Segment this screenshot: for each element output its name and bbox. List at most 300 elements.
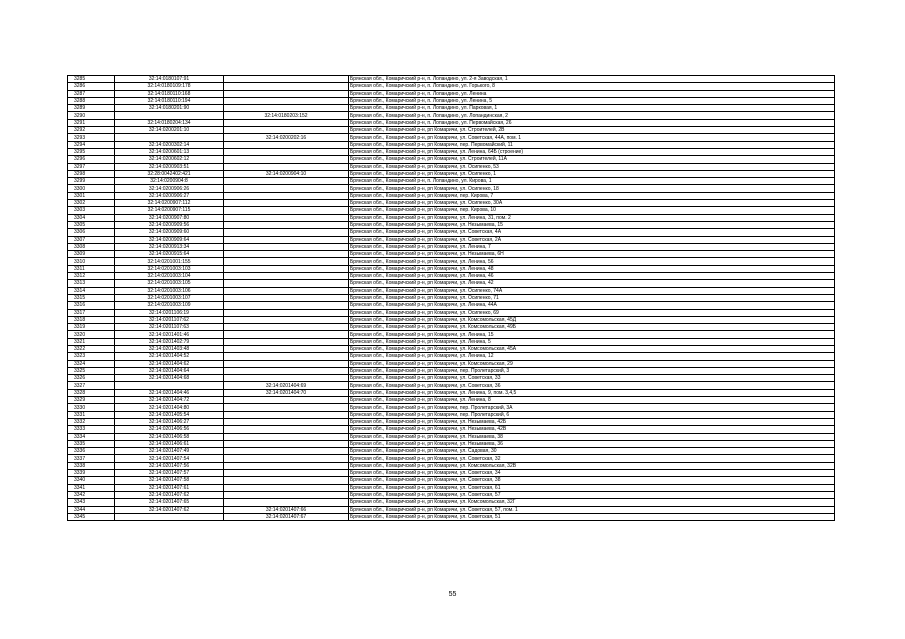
row-number-cell: 3324 (68, 360, 115, 367)
cadastral-number-cell: 32:14:0201404:64 (115, 367, 224, 374)
additional-cadastral-number-cell (224, 499, 349, 506)
row-number-cell: 3315 (68, 294, 115, 301)
cadastral-number-cell: 32:14:0200302:14 (115, 141, 224, 148)
table-row (68, 236, 835, 243)
table-row (68, 375, 835, 382)
additional-cadastral-number-cell (224, 418, 349, 425)
address-cell: Брянская обл., Комаричский р-н, рп Комаричи, ул. Незымаева, 42Б (349, 418, 835, 425)
row-number-cell: 3326 (68, 375, 115, 382)
address-cell: Брянская обл., Комаричский р-н, рп Комаричи, пер. Первомайский, 11 (349, 141, 835, 148)
address-cell: Брянская обл., Комаричский р-н, рп Комаричи, ул. Ленина, 7 (349, 243, 835, 250)
additional-cadastral-number-cell (224, 484, 349, 491)
address-cell: Брянская обл., Комаричский р-н, рп Комаричи, ул. Незымаева, 36 (349, 440, 835, 447)
table-row (68, 331, 835, 338)
address-cell: Брянская обл., Комаричский р-н, рп Комаричи, ул. Советская, 44А, пом. 1 (349, 134, 835, 141)
table-row (68, 338, 835, 345)
address-cell: Брянская обл., Комаричский р-н, рп Комаричи, ул. Ленина, 31, пом. 2 (349, 214, 835, 221)
additional-cadastral-number-cell (224, 309, 349, 316)
additional-cadastral-number-cell (224, 440, 349, 447)
additional-cadastral-number-cell: 32:14:0201404:70 (224, 389, 349, 396)
address-cell: Брянская обл., Комаричский р-н, рп Комаричи, ул. Советская, 32 (349, 455, 835, 462)
cadastral-number-cell: 32:14:0200909:56 (115, 221, 224, 228)
address-cell: Брянская обл., Комаричский р-н, рп Комаричи, ул. Комсомольская, 45А (349, 345, 835, 352)
additional-cadastral-number-cell (224, 258, 349, 265)
table-row (68, 404, 835, 411)
cadastral-number-cell: 32:14:0201003:103 (115, 265, 224, 272)
address-cell: Брянская обл., Комаричский р-н, рп Комаричи, ул. Ленина, 42 (349, 280, 835, 287)
address-cell: Брянская обл., Комаричский р-н, рп Комаричи, ул. Осипенко, 1 (349, 170, 835, 177)
address-cell: Брянская обл., Комаричский р-н, рп Комаричи, ул. Ленина, 64Б (строение) (349, 148, 835, 155)
additional-cadastral-number-cell (224, 462, 349, 469)
row-number-cell: 3339 (68, 470, 115, 477)
row-number-cell: 3322 (68, 345, 115, 352)
table-row (68, 105, 835, 112)
table-row (68, 192, 835, 199)
row-number-cell: 3317 (68, 309, 115, 316)
row-number-cell: 3295 (68, 148, 115, 155)
table-row (68, 214, 835, 221)
cadastral-number-cell: 32:14:0201003:105 (115, 280, 224, 287)
cadastral-number-cell: 32:14:0180107:91 (115, 76, 224, 83)
address-cell: Брянская обл., Комаричский р-н, рп Комаричи, ул. Строителей, 11А (349, 156, 835, 163)
additional-cadastral-number-cell: 32:14:0200904:10 (224, 170, 349, 177)
address-cell: Брянская обл., Комаричский р-н, рп Комаричи, ул. Незымаева, 6Н (349, 251, 835, 258)
cadastral-number-cell: 32:14:0201406:56 (115, 426, 224, 433)
table-row (68, 345, 835, 352)
cadastral-number-cell: 32:14:0201407:62 (115, 506, 224, 513)
table-row (68, 367, 835, 374)
table-row (68, 506, 835, 513)
address-cell: Брянская обл., Комаричский р-н, рп Комаричи, пер. Пролетарский, 3 (349, 367, 835, 374)
address-cell: Брянская обл., Комаричский р-н, рп Комаричи, ул. Советская, 2А (349, 236, 835, 243)
row-number-cell: 3331 (68, 411, 115, 418)
additional-cadastral-number-cell (224, 273, 349, 280)
row-number-cell: 3285 (68, 76, 115, 83)
cadastral-number-cell: 32:14:0201407:56 (115, 462, 224, 469)
additional-cadastral-number-cell (224, 455, 349, 462)
address-cell: Брянская обл., Комаричский р-н, п. Лопандино, ул. Горького, 8 (349, 83, 835, 90)
cadastral-number-cell: 32:14:0201407:54 (115, 455, 224, 462)
row-number-cell: 3334 (68, 433, 115, 440)
additional-cadastral-number-cell (224, 360, 349, 367)
table-row (68, 418, 835, 425)
address-cell: Брянская обл., Комаричский р-н, рп Комаричи, ул. Комсомольская, 32Г (349, 499, 835, 506)
additional-cadastral-number-cell: 32:14:0201404:69 (224, 382, 349, 389)
address-cell: Брянская обл., Комаричский р-н, рп Комаричи, ул. Советская, 4А (349, 229, 835, 236)
row-number-cell: 3336 (68, 448, 115, 455)
additional-cadastral-number-cell (224, 331, 349, 338)
property-registry-table (67, 75, 835, 521)
cadastral-number-cell: 32:14:0201406:61 (115, 440, 224, 447)
additional-cadastral-number-cell (224, 97, 349, 104)
table-row (68, 83, 835, 90)
table-row (68, 397, 835, 404)
row-number-cell: 3298 (68, 170, 115, 177)
table-row (68, 491, 835, 498)
additional-cadastral-number-cell (224, 338, 349, 345)
row-number-cell: 3303 (68, 207, 115, 214)
table-row (68, 426, 835, 433)
address-cell: Брянская обл., Комаричский р-н, рп Комаричи, ул. Комсомольская, 32В (349, 462, 835, 469)
cadastral-number-cell: 32:14:0200601:13 (115, 148, 224, 155)
additional-cadastral-number-cell: 32:14:0180203:152 (224, 112, 349, 119)
row-number-cell: 3319 (68, 324, 115, 331)
row-number-cell: 3340 (68, 477, 115, 484)
row-number-cell: 3342 (68, 491, 115, 498)
additional-cadastral-number-cell (224, 491, 349, 498)
cadastral-number-cell: 32:14:0201405:54 (115, 411, 224, 418)
table-row (68, 265, 835, 272)
row-number-cell: 3314 (68, 287, 115, 294)
row-number-cell: 3301 (68, 192, 115, 199)
additional-cadastral-number-cell (224, 265, 349, 272)
cadastral-number-cell (115, 134, 224, 141)
cadastral-number-cell: 32:14:0201107:63 (115, 324, 224, 331)
row-number-cell: 3296 (68, 156, 115, 163)
row-number-cell: 3292 (68, 127, 115, 134)
cadastral-number-cell: 32:14:0200915:64 (115, 251, 224, 258)
address-cell: Брянская обл., Комаричский р-н, рп Комаричи, ул. Советская, 57 (349, 491, 835, 498)
cadastral-number-cell: 32:14:0180110:194 (115, 97, 224, 104)
additional-cadastral-number-cell (224, 477, 349, 484)
address-cell: Брянская обл., Комаричский р-н, рп Комаричи, ул. Ленина, 15 (349, 331, 835, 338)
table-row (68, 178, 835, 185)
cadastral-number-cell: 32:14:0201407:57 (115, 470, 224, 477)
additional-cadastral-number-cell (224, 178, 349, 185)
address-cell: Брянская обл., Комаричский р-н, рп Комаричи, ул. Ленина, 44А (349, 302, 835, 309)
table-row (68, 76, 835, 83)
cadastral-number-cell (115, 382, 224, 389)
row-number-cell: 3312 (68, 273, 115, 280)
cadastral-number-cell: 32:28:0042402:421 (115, 170, 224, 177)
row-number-cell: 3345 (68, 513, 115, 520)
table-row (68, 433, 835, 440)
address-cell: Брянская обл., Комаричский р-н, рп Комаричи, пер. Кирова, 7 (349, 192, 835, 199)
row-number-cell: 3306 (68, 229, 115, 236)
additional-cadastral-number-cell (224, 90, 349, 97)
address-cell: Брянская обл., Комаричский р-н, рп Комаричи, ул. Незымаева, 42В (349, 426, 835, 433)
address-cell: Брянская обл., Комаричский р-н, рп Комаричи, ул. Строителей, 2В (349, 127, 835, 134)
additional-cadastral-number-cell: 32:14:0201407:67 (224, 513, 349, 520)
row-number-cell: 3341 (68, 484, 115, 491)
address-cell: Брянская обл., Комаричский р-н, рп Комаричи, ул. Советская, 33 (349, 375, 835, 382)
additional-cadastral-number-cell (224, 251, 349, 258)
table-row (68, 207, 835, 214)
table-row (68, 440, 835, 447)
row-number-cell: 3293 (68, 134, 115, 141)
cadastral-number-cell: 32:14:0201404:68 (115, 375, 224, 382)
row-number-cell: 3300 (68, 185, 115, 192)
cadastral-number-cell: 32:14:0201001:155 (115, 258, 224, 265)
row-number-cell: 3294 (68, 141, 115, 148)
address-cell: Брянская обл., Комаричский р-н, п. Лопандино, ул. Кирова, 1 (349, 178, 835, 185)
additional-cadastral-number-cell (224, 448, 349, 455)
table-row (68, 462, 835, 469)
address-cell: Брянская обл., Комаричский р-н, рп Комаричи, ул. Незымаева, 38 (349, 433, 835, 440)
address-cell: Брянская обл., Комаричский р-н, рп Комаричи, ул. Ленина, 9, пом. 3,4,5 (349, 389, 835, 396)
table-row (68, 134, 835, 141)
address-cell: Брянская обл., Комаричский р-н, рп Комаричи, ул. Советская, 61 (349, 484, 835, 491)
additional-cadastral-number-cell (224, 221, 349, 228)
cadastral-number-cell: 32:14:0200909:64 (115, 236, 224, 243)
table-row (68, 455, 835, 462)
table-row (68, 229, 835, 236)
row-number-cell: 3313 (68, 280, 115, 287)
address-cell: Брянская обл., Комаричский р-н, рп Комаричи, ул. Осипенко, 71 (349, 294, 835, 301)
additional-cadastral-number-cell (224, 76, 349, 83)
table-row (68, 484, 835, 491)
table-row (68, 499, 835, 506)
row-number-cell: 3299 (68, 178, 115, 185)
table-row (68, 294, 835, 301)
cadastral-number-cell: 32:14:0201407:62 (115, 491, 224, 498)
cadastral-number-cell: 32:14:0201407:58 (115, 477, 224, 484)
row-number-cell: 3344 (68, 506, 115, 513)
cadastral-number-cell: 32:14:0201404:80 (115, 404, 224, 411)
table-row (68, 90, 835, 97)
table-row (68, 302, 835, 309)
address-cell: Брянская обл., Комаричский р-н, рп Комаричи, пер. Пролетарский, 6 (349, 411, 835, 418)
cadastral-number-cell: 32:14:0200909:60 (115, 229, 224, 236)
table-row (68, 97, 835, 104)
cadastral-number-cell: 32:14:0201402:79 (115, 338, 224, 345)
address-cell: Брянская обл., Комаричский р-н, рп Комаричи, ул. Советская, 36 (349, 382, 835, 389)
address-cell: Брянская обл., Комаричский р-н, п. Лопандино, ул. Лопандинская, 2 (349, 112, 835, 119)
cadastral-number-cell: 32:14:0201003:104 (115, 273, 224, 280)
row-number-cell: 3308 (68, 243, 115, 250)
cadastral-number-cell: 32:14:0180204:134 (115, 119, 224, 126)
table-row (68, 513, 835, 520)
additional-cadastral-number-cell (224, 353, 349, 360)
row-number-cell: 3338 (68, 462, 115, 469)
row-number-cell: 3320 (68, 331, 115, 338)
row-number-cell: 3343 (68, 499, 115, 506)
row-number-cell: 3325 (68, 367, 115, 374)
row-number-cell: 3329 (68, 397, 115, 404)
table-row (68, 477, 835, 484)
additional-cadastral-number-cell (224, 148, 349, 155)
additional-cadastral-number-cell (224, 316, 349, 323)
row-number-cell: 3302 (68, 200, 115, 207)
additional-cadastral-number-cell: 32:14:0201407:66 (224, 506, 349, 513)
row-number-cell: 3288 (68, 97, 115, 104)
table-row (68, 119, 835, 126)
table-row (68, 163, 835, 170)
additional-cadastral-number-cell (224, 375, 349, 382)
cadastral-number-cell: 32:14:0200907:115 (115, 207, 224, 214)
cadastral-number-cell: 32:14:0200602:12 (115, 156, 224, 163)
address-cell: Брянская обл., Комаричский р-н, п. Лопандино, ул. Ленина (349, 90, 835, 97)
additional-cadastral-number-cell (224, 433, 349, 440)
address-cell: Брянская обл., Комаричский р-н, рп Комаричи, ул. Ленина, 46 (349, 273, 835, 280)
address-cell: Брянская обл., Комаричский р-н, рп Комаричи, ул. Ленина, 5 (349, 338, 835, 345)
cadastral-number-cell: 32:14:0201404:72 (115, 397, 224, 404)
table-row (68, 112, 835, 119)
cadastral-number-cell: 32:14:0201406:58 (115, 433, 224, 440)
table-row (68, 280, 835, 287)
additional-cadastral-number-cell (224, 345, 349, 352)
address-cell: Брянская обл., Комаричский р-н, рп Комаричи, ул. Ленина, 8 (349, 397, 835, 404)
row-number-cell: 3291 (68, 119, 115, 126)
address-cell: Брянская обл., Комаричский р-н, рп Комаричи, ул. Комсомольская, 45Д (349, 316, 835, 323)
cadastral-number-cell: 32:14:0201003:106 (115, 287, 224, 294)
table-row (68, 389, 835, 396)
additional-cadastral-number-cell (224, 411, 349, 418)
additional-cadastral-number-cell (224, 367, 349, 374)
additional-cadastral-number-cell (224, 302, 349, 309)
row-number-cell: 3287 (68, 90, 115, 97)
cadastral-number-cell (115, 112, 224, 119)
row-number-cell: 3332 (68, 418, 115, 425)
table-row (68, 382, 835, 389)
additional-cadastral-number-cell (224, 426, 349, 433)
table-row (68, 287, 835, 294)
page-number: 55 (448, 591, 457, 598)
cadastral-number-cell: 32:14:0201106:19 (115, 309, 224, 316)
table-row (68, 127, 835, 134)
table-row (68, 170, 835, 177)
table-row (68, 243, 835, 250)
additional-cadastral-number-cell (224, 185, 349, 192)
cadastral-number-cell: 32:14:0201401:46 (115, 331, 224, 338)
registry-table-body (68, 76, 835, 521)
cadastral-number-cell: 32:14:0201407:49 (115, 448, 224, 455)
row-number-cell: 3316 (68, 302, 115, 309)
address-cell: Брянская обл., Комаричский р-н, п. Лопандино, ул. Ленина, 5 (349, 97, 835, 104)
cadastral-number-cell: 32:14:0200913:34 (115, 243, 224, 250)
table-row (68, 185, 835, 192)
cadastral-number-cell: 32:14:0200904:8 (115, 178, 224, 185)
row-number-cell: 3335 (68, 440, 115, 447)
table-row (68, 156, 835, 163)
additional-cadastral-number-cell (224, 470, 349, 477)
cadastral-number-cell: 32:14:0180110:168 (115, 90, 224, 97)
additional-cadastral-number-cell (224, 83, 349, 90)
table-row (68, 148, 835, 155)
additional-cadastral-number-cell (224, 243, 349, 250)
row-number-cell: 3307 (68, 236, 115, 243)
address-cell: Брянская обл., Комаричский р-н, рп Комаричи, ул. Ленина, 12 (349, 353, 835, 360)
additional-cadastral-number-cell (224, 404, 349, 411)
row-number-cell: 3337 (68, 455, 115, 462)
table-row (68, 251, 835, 258)
table-row (68, 324, 835, 331)
address-cell: Брянская обл., Комаричский р-н, рп Комаричи, пер. Кирова, 10 (349, 207, 835, 214)
cadastral-number-cell: 32:14:0201407:61 (115, 484, 224, 491)
table-row (68, 141, 835, 148)
cadastral-number-cell: 32:14:0200906:27 (115, 192, 224, 199)
additional-cadastral-number-cell (224, 397, 349, 404)
additional-cadastral-number-cell (224, 287, 349, 294)
table-row (68, 273, 835, 280)
additional-cadastral-number-cell (224, 280, 349, 287)
row-number-cell: 3309 (68, 251, 115, 258)
cadastral-number-cell: 32:14:0200907:112 (115, 200, 224, 207)
address-cell: Брянская обл., Комаричский р-н, рп Комаричи, ул. Советская, 34 (349, 470, 835, 477)
address-cell: Брянская обл., Комаричский р-н, рп Комаричи, ул. Советская, 57, пом. 1 (349, 506, 835, 513)
additional-cadastral-number-cell (224, 141, 349, 148)
row-number-cell: 3330 (68, 404, 115, 411)
cadastral-number-cell: 32:14:0201403:48 (115, 345, 224, 352)
cadastral-number-cell: 32:14:0201003:107 (115, 294, 224, 301)
cadastral-number-cell: 32:14:0201406:27 (115, 418, 224, 425)
additional-cadastral-number-cell (224, 294, 349, 301)
address-cell: Брянская обл., Комаричский р-н, п. Лопандино, ул. Первомайская, 26 (349, 119, 835, 126)
table-row (68, 360, 835, 367)
table-row (68, 221, 835, 228)
cadastral-number-cell: 32:14:0180201:90 (115, 105, 224, 112)
additional-cadastral-number-cell (224, 200, 349, 207)
additional-cadastral-number-cell (224, 156, 349, 163)
cadastral-number-cell: 32:14:0201404:62 (115, 360, 224, 367)
row-number-cell: 3290 (68, 112, 115, 119)
cadastral-number-cell: 32:14:0201404:52 (115, 353, 224, 360)
table-row (68, 411, 835, 418)
address-cell: Брянская обл., Комаричский р-н, рп Комаричи, ул. Осипенко, 74А (349, 287, 835, 294)
row-number-cell: 3311 (68, 265, 115, 272)
address-cell: Брянская обл., Комаричский р-н, рп Комаричи, ул. Осипенко, 30А (349, 200, 835, 207)
table-row (68, 316, 835, 323)
row-number-cell: 3327 (68, 382, 115, 389)
address-cell: Брянская обл., Комаричский р-н, рп Комаричи, пер. Пролетарский, 3А (349, 404, 835, 411)
address-cell: Брянская обл., Комаричский р-н, рп Комаричи, ул. Незымаева, 15 (349, 221, 835, 228)
row-number-cell: 3286 (68, 83, 115, 90)
additional-cadastral-number-cell (224, 324, 349, 331)
row-number-cell: 3323 (68, 353, 115, 360)
table-row (68, 258, 835, 265)
address-cell: Брянская обл., Комаричский р-н, рп Комаричи, ул. Комсомольская, 49Б (349, 324, 835, 331)
additional-cadastral-number-cell (224, 163, 349, 170)
table-row (68, 200, 835, 207)
row-number-cell: 3297 (68, 163, 115, 170)
additional-cadastral-number-cell (224, 229, 349, 236)
address-cell: Брянская обл., Комаричский р-н, рп Комаричи, ул. Осипенко, 69 (349, 309, 835, 316)
address-cell: Брянская обл., Комаричский р-н, п. Лопандино, ул. 2-я Заводская, 1 (349, 76, 835, 83)
address-cell: Брянская обл., Комаричский р-н, рп Комаричи, ул. Комсомольская, 29 (349, 360, 835, 367)
additional-cadastral-number-cell: 32:14:0200202:16 (224, 134, 349, 141)
address-cell: Брянская обл., Комаричский р-н, рп Комаричи, ул. Ленина, 56 (349, 258, 835, 265)
address-cell: Брянская обл., Комаричский р-н, п. Лопандино, ул. Парковая, 1 (349, 105, 835, 112)
row-number-cell: 3318 (68, 316, 115, 323)
row-number-cell: 3305 (68, 221, 115, 228)
additional-cadastral-number-cell (224, 127, 349, 134)
row-number-cell: 3310 (68, 258, 115, 265)
row-number-cell: 3321 (68, 338, 115, 345)
row-number-cell: 3289 (68, 105, 115, 112)
table-row (68, 353, 835, 360)
row-number-cell: 3304 (68, 214, 115, 221)
additional-cadastral-number-cell (224, 192, 349, 199)
row-number-cell: 3328 (68, 389, 115, 396)
cadastral-number-cell (115, 513, 224, 520)
table-row (68, 470, 835, 477)
row-number-cell: 3333 (68, 426, 115, 433)
address-cell: Брянская обл., Комаричский р-н, рп Комаричи, ул. Ленина, 48 (349, 265, 835, 272)
address-cell: Брянская обл., Комаричский р-н, рп Комаричи, ул. Советская, 51 (349, 513, 835, 520)
additional-cadastral-number-cell (224, 214, 349, 221)
cadastral-number-cell: 32:14:0200906:26 (115, 185, 224, 192)
cadastral-number-cell: 32:14:0200201:10 (115, 127, 224, 134)
additional-cadastral-number-cell (224, 119, 349, 126)
additional-cadastral-number-cell (224, 207, 349, 214)
address-cell: Брянская обл., Комаричский р-н, рп Комаричи, ул. Осипенко, 18 (349, 185, 835, 192)
additional-cadastral-number-cell (224, 236, 349, 243)
cadastral-number-cell: 32:14:0201107:62 (115, 316, 224, 323)
address-cell: Брянская обл., Комаричский р-н, рп Комаричи, ул. Советская, 38 (349, 477, 835, 484)
cadastral-number-cell: 32:14:0200907:80 (115, 214, 224, 221)
cadastral-number-cell: 32:14:0201404:46 (115, 389, 224, 396)
address-cell: Брянская обл., Комаричский р-н, рп Комаричи, ул. Осипенко, 53 (349, 163, 835, 170)
